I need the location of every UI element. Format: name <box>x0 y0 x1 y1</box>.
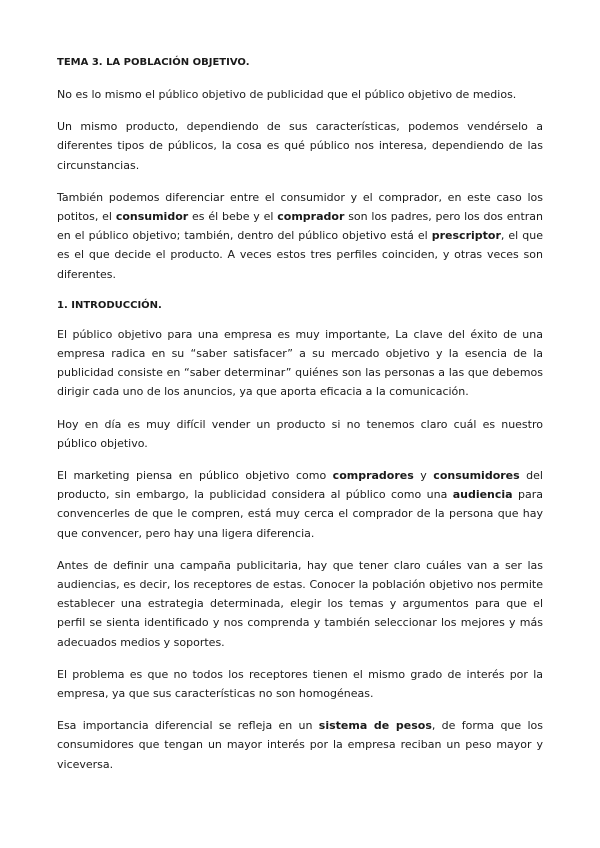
term-audiencia: audiencia <box>452 488 513 502</box>
paragraph-6 <box>57 466 543 543</box>
term-sistema-de-pesos: sistema de pesos <box>318 719 432 733</box>
paragraph-9-text-1: Esa importancia diferencial se refleja en un <box>57 719 319 733</box>
section-heading-introduccion: 1. INTRODUCCIÓN. <box>57 299 162 311</box>
paragraph-3-text-4: , el que es el que decide el producto. A veces estos tres perfiles coinciden, y otras veces son diferentes. <box>57 229 543 281</box>
term-consumidor: consumidor <box>115 210 189 224</box>
term-prescriptor: prescriptor <box>431 229 501 243</box>
paragraph-1: No es lo mismo el público objetivo de publicidad que el público objetivo de medios. <box>57 88 517 101</box>
paragraph-3 <box>57 188 543 284</box>
paragraph-4: El público objetivo para una empresa es muy importante, La clave del éxito de una empresa radica en su “saber satisfacer” a su mercado objetivo y la esencia de la publicidad consiste en “saber determinar” quiénes son las personas a las que debemos dirigir cada uno de los anuncios, ya que aporta eficacia a la comunicación. <box>57 327 543 399</box>
paragraph-3-text-2: es él bebe y el <box>188 210 278 224</box>
paragraph-8: El problema es que no todos los receptores tienen el mismo grado de interés por la empresa, ya que sus características no son homogéneas. <box>57 667 543 701</box>
paragraph-6-text-4: para convencerles de que le compren, está muy cerca el comprador de la persona que hay que convencer, pero hay una ligera diferencia. <box>57 488 543 540</box>
paragraph-9-text-2: , de forma que los consumidores que tengan un mayor interés por la empresa reciban un peso mayor y viceversa. <box>57 719 543 771</box>
paragraph-3-text-1: También podemos diferenciar entre el consumidor y el comprador, en este caso los potitos, el <box>57 190 543 224</box>
paragraph-6-text-1: El marketing piensa en público objetivo como <box>57 469 333 483</box>
paragraph-7: Antes de definir una campaña publicitaria, hay que tener claro cuáles van a ser las audiencias, es decir, los receptores de estas. Conocer la población objetivo nos permite establecer una estrategia determinada, elegir los temas y argumentos para que el perfil se sienta identificado y nos comprenda y también seleccionar los mejores y más adecuados medios y soportes. <box>57 558 543 649</box>
paragraph-6-text-3: del producto, sin embargo, la publicidad considera al público como una <box>57 469 543 502</box>
paragraph-2: Un mismo producto, dependiendo de sus características, podemos vendérselo a diferentes tipos de públicos, la cosa es qué público nos interesa, dependiendo de las circunstancias. <box>57 120 543 172</box>
term-consumidores: consumidores <box>433 469 520 483</box>
document-title: TEMA 3. LA POBLACIÓN OBJETIVO. <box>57 57 250 68</box>
paragraph-6-text-2: y <box>413 469 434 483</box>
term-compradores: compradores <box>332 469 414 483</box>
paragraph-9 <box>57 716 543 774</box>
term-comprador: comprador <box>277 210 345 224</box>
paragraph-3-text-3: son los padres, pero los dos entran en el público objetivo; también, dentro del público objetivo está el <box>57 210 544 243</box>
paragraph-5: Hoy en día es muy difícil vender un producto si no tenemos claro cuál es nuestro público objetivo. <box>57 417 543 450</box>
